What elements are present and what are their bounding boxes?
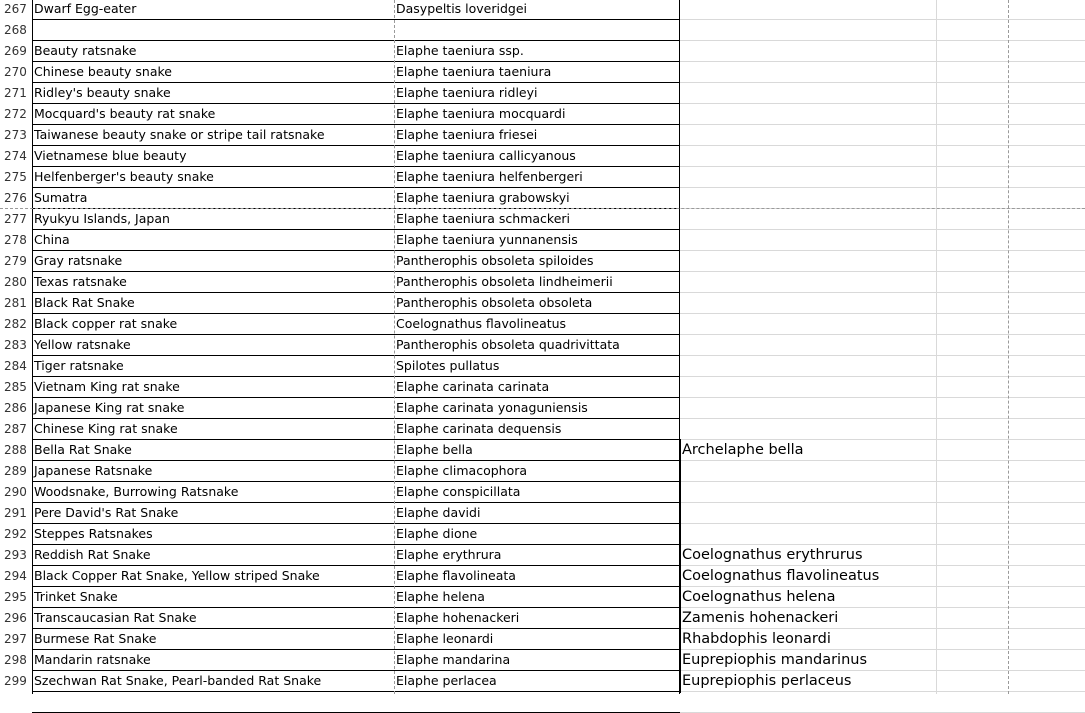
cell-common-name[interactable]: Vietnam King rat snake: [34, 379, 180, 394]
cell-current-name[interactable]: [680, 146, 936, 167]
cell-current-name[interactable]: [680, 482, 936, 503]
cell-common-name[interactable]: Sumatra: [34, 190, 88, 205]
cell-current-name[interactable]: [680, 167, 936, 188]
gridline-horizontal: [680, 229, 1085, 230]
cell-border-vertical: [680, 439, 681, 693]
cell-scientific-name[interactable]: Elaphe taeniura ridleyi: [396, 85, 538, 100]
cell-common-name[interactable]: Helfenberger's beauty snake: [34, 169, 214, 184]
table-row[interactable]: [0, 524, 1085, 545]
row-number[interactable]: 272: [0, 104, 32, 125]
table-row[interactable]: [0, 209, 1085, 230]
cell-scientific-name[interactable]: Elaphe carinata carinata: [396, 379, 550, 394]
cell-current-name[interactable]: Archelaphe bella: [682, 442, 804, 458]
gridline-horizontal: [680, 607, 1085, 608]
row-number[interactable]: 290: [0, 482, 32, 503]
gridline-horizontal: [680, 292, 1085, 293]
cell-border-horizontal: [32, 418, 680, 419]
cell-border-horizontal: [32, 607, 680, 608]
cell-scientific-name[interactable]: Elaphe perlacea: [396, 673, 497, 688]
gridline-horizontal: [680, 376, 1085, 377]
cell-current-name[interactable]: [680, 251, 936, 272]
cell-border-horizontal: [32, 481, 680, 482]
cell-scientific-name[interactable]: Elaphe taeniura mocquardi: [396, 106, 566, 121]
page-break-vertical: [1008, 0, 1009, 694]
row-number[interactable]: 282: [0, 314, 32, 335]
cell-current-name[interactable]: Coelognathus helena: [682, 589, 836, 605]
cell-current-name[interactable]: Coelognathus erythrurus: [682, 547, 863, 563]
row-number[interactable]: 276: [0, 188, 32, 209]
row-number[interactable]: 295: [0, 587, 32, 608]
cell-current-name[interactable]: Euprepiophis mandarinus: [682, 652, 868, 668]
cell-scientific-name[interactable]: Elaphe taeniura helfenbergeri: [396, 169, 583, 184]
gridline-horizontal: [680, 565, 1085, 566]
gridline-horizontal: [680, 313, 1085, 314]
cell-border-horizontal: [32, 439, 680, 440]
table-row[interactable]: [0, 104, 1085, 125]
table-row[interactable]: [0, 608, 1085, 629]
row-number[interactable]: 277: [0, 209, 32, 230]
cell-border-horizontal: [32, 145, 680, 146]
row-number[interactable]: 296: [0, 608, 32, 629]
cell-current-name[interactable]: Zamenis hohenackeri: [682, 610, 839, 626]
row-number[interactable]: 278: [0, 230, 32, 251]
cell-border-horizontal: [32, 502, 680, 503]
cell-scientific-name[interactable]: Elaphe flavolineata: [396, 568, 516, 583]
row-number[interactable]: 297: [0, 629, 32, 650]
row-number[interactable]: 267: [0, 0, 32, 20]
row-number[interactable]: 289: [0, 461, 32, 482]
table-row[interactable]: [0, 566, 1085, 587]
row-number[interactable]: 287: [0, 419, 32, 440]
gridline-vertical: [936, 0, 937, 694]
cell-common-name[interactable]: Burmese Rat Snake: [34, 631, 157, 646]
cell-border-horizontal: [32, 250, 680, 251]
cell-common-name[interactable]: Black Rat Snake: [34, 295, 135, 310]
gridline-horizontal: [680, 691, 1085, 692]
row-number[interactable]: 270: [0, 62, 32, 83]
cell-common-name[interactable]: Steppes Ratsnakes: [34, 526, 153, 541]
cell-scientific-name[interactable]: Elaphe conspicillata: [396, 484, 521, 499]
cell-common-name[interactable]: Mandarin ratsnake: [34, 652, 151, 667]
table-row[interactable]: [0, 20, 1085, 41]
cell-current-name[interactable]: [680, 209, 936, 230]
row-number[interactable]: 279: [0, 251, 32, 272]
cell-common-name[interactable]: Szechwan Rat Snake, Pearl-banded Rat Snake: [34, 673, 322, 688]
cell-scientific-name[interactable]: Pantherophis obsoleta spiloides: [396, 253, 594, 268]
gridline-horizontal: [680, 145, 1085, 146]
table-row[interactable]: [0, 62, 1085, 83]
cell-scientific-name[interactable]: Pantherophis obsoleta obsoleta: [396, 295, 593, 310]
gridline-horizontal: [680, 166, 1085, 167]
row-number[interactable]: 285: [0, 377, 32, 398]
table-row[interactable]: [0, 398, 1085, 419]
cell-scientific-name[interactable]: Elaphe taeniura friesei: [396, 127, 538, 142]
cell-current-name[interactable]: [680, 62, 936, 83]
column-separator-dashed: [394, 0, 395, 694]
cell-scientific-name[interactable]: Elaphe erythrura: [396, 547, 502, 562]
cell-scientific-name[interactable]: Elaphe davidi: [396, 505, 481, 520]
cell-common-name[interactable]: Reddish Rat Snake: [34, 547, 151, 562]
cell-common-name[interactable]: Ryukyu Islands, Japan: [34, 211, 170, 226]
gridline-horizontal: [680, 418, 1085, 419]
cell-border-horizontal: [32, 292, 680, 293]
cell-current-name[interactable]: Coelognathus flavolineatus: [682, 568, 880, 584]
table-row[interactable]: [0, 356, 1085, 377]
cell-scientific-name[interactable]: Elaphe taeniura ssp.: [396, 43, 524, 58]
gridline-horizontal: [680, 670, 1085, 671]
table-row[interactable]: [0, 293, 1085, 314]
table-row[interactable]: [0, 587, 1085, 608]
cell-border-horizontal: [32, 61, 680, 62]
cell-current-name[interactable]: [680, 356, 936, 377]
gridline-horizontal: [680, 586, 1085, 587]
table-row[interactable]: [0, 125, 1085, 146]
cell-current-name[interactable]: [680, 41, 936, 62]
row-number[interactable]: 271: [0, 83, 32, 104]
table-row[interactable]: [0, 188, 1085, 209]
cell-border-horizontal: [32, 40, 680, 41]
gridline-horizontal: [680, 40, 1085, 41]
gridline-horizontal: [680, 544, 1085, 545]
cell-scientific-name[interactable]: Elaphe taeniura yunnanensis: [396, 232, 578, 247]
gridline-horizontal: [680, 397, 1085, 398]
cell-scientific-name[interactable]: Elaphe mandarina: [396, 652, 511, 667]
table-row[interactable]: [0, 440, 1085, 461]
cell-border-horizontal: [32, 103, 680, 104]
cell-border-horizontal: [32, 670, 680, 671]
cell-border-horizontal: [32, 376, 680, 377]
cell-current-name[interactable]: Euprepiophis perlaceus: [682, 673, 852, 689]
cell-scientific-name[interactable]: Elaphe carinata yonaguniensis: [396, 400, 588, 415]
table-row[interactable]: [0, 230, 1085, 251]
cell-common-name[interactable]: Taiwanese beauty snake or stripe tail ratsnake: [34, 127, 325, 142]
table-row[interactable]: [0, 41, 1085, 62]
cell-common-name[interactable]: [32, 20, 394, 41]
cell-border-horizontal: [32, 166, 680, 167]
cell-border-horizontal: [32, 187, 680, 188]
table-row[interactable]: [0, 503, 1085, 524]
cell-border-horizontal: [32, 460, 680, 461]
cell-border-horizontal: [32, 523, 680, 524]
cell-border-horizontal: [32, 628, 680, 629]
cell-common-name[interactable]: Transcaucasian Rat Snake: [34, 610, 197, 625]
gridline-horizontal: [680, 334, 1085, 335]
gridline-horizontal: [680, 502, 1085, 503]
row-number[interactable]: 298: [0, 650, 32, 671]
gridline-horizontal: [680, 649, 1085, 650]
table-row[interactable]: [0, 671, 1085, 692]
cell-current-name[interactable]: [680, 188, 936, 209]
cell-current-name[interactable]: [680, 104, 936, 125]
cell-current-name[interactable]: [680, 314, 936, 335]
table-row[interactable]: [0, 335, 1085, 356]
row-number[interactable]: 291: [0, 503, 32, 524]
table-row[interactable]: [0, 83, 1085, 104]
cell-scientific-name[interactable]: Elaphe helena: [396, 589, 485, 604]
cell-common-name[interactable]: Mocquard's beauty rat snake: [34, 106, 216, 121]
cell-scientific-name[interactable]: Coelognathus flavolineatus: [396, 316, 567, 331]
cell-current-name[interactable]: [680, 419, 936, 440]
gridline-horizontal: [680, 187, 1085, 188]
cell-border-horizontal: [32, 544, 680, 545]
table-row[interactable]: [0, 272, 1085, 293]
cell-current-name[interactable]: Rhabdophis leonardi: [682, 631, 831, 647]
cell-current-name[interactable]: [680, 272, 936, 293]
gridline-horizontal: [680, 82, 1085, 83]
cell-common-name[interactable]: Japanese King rat snake: [34, 400, 185, 415]
cell-common-name[interactable]: Bella Rat Snake: [34, 442, 132, 457]
table-row[interactable]: [0, 419, 1085, 440]
cell-common-name[interactable]: Dwarf Egg-eater: [34, 1, 137, 16]
cell-current-name[interactable]: [680, 335, 936, 356]
cell-scientific-name[interactable]: Elaphe taeniura taeniura: [396, 64, 552, 79]
row-number[interactable]: 292: [0, 524, 32, 545]
cell-common-name[interactable]: Beauty ratsnake: [34, 43, 137, 58]
cell-current-name[interactable]: [680, 83, 936, 104]
cell-border-horizontal: [32, 82, 680, 83]
row-number[interactable]: 286: [0, 398, 32, 419]
cell-current-name[interactable]: [680, 125, 936, 146]
row-number[interactable]: 281: [0, 293, 32, 314]
gridline-horizontal: [680, 460, 1085, 461]
cell-common-name[interactable]: China: [34, 232, 70, 247]
cell-border-horizontal: [32, 19, 680, 20]
gridline-horizontal: [680, 124, 1085, 125]
cell-current-name[interactable]: [680, 293, 936, 314]
cell-common-name[interactable]: Tiger ratsnake: [34, 358, 124, 373]
cell-common-name[interactable]: Yellow ratsnake: [34, 337, 131, 352]
row-number[interactable]: 269: [0, 41, 32, 62]
cell-common-name[interactable]: Trinket Snake: [34, 589, 118, 604]
gridline-horizontal: [680, 19, 1085, 20]
table-row[interactable]: [0, 629, 1085, 650]
cell-border-horizontal: [32, 334, 680, 335]
row-number[interactable]: 293: [0, 545, 32, 566]
table-row[interactable]: [0, 650, 1085, 671]
cell-common-name[interactable]: Chinese King rat snake: [34, 421, 178, 436]
row-number[interactable]: 288: [0, 440, 32, 461]
cell-scientific-name[interactable]: Elaphe climacophora: [396, 463, 528, 478]
page-break-horizontal: [0, 208, 1085, 209]
cell-scientific-name[interactable]: Pantherophis obsoleta quadrivittata: [396, 337, 620, 352]
row-number[interactable]: 274: [0, 146, 32, 167]
cell-border-horizontal: [32, 565, 680, 566]
cell-common-name[interactable]: Pere David's Rat Snake: [34, 505, 179, 520]
gridline-horizontal: [680, 355, 1085, 356]
cell-border-horizontal: [32, 124, 680, 125]
cell-scientific-name[interactable]: Elaphe hohenackeri: [396, 610, 520, 625]
table-row[interactable]: [0, 461, 1085, 482]
cell-border-vertical: [32, 0, 33, 694]
cell-scientific-name[interactable]: [394, 20, 680, 41]
table-row[interactable]: [0, 314, 1085, 335]
cell-border-horizontal: [32, 649, 680, 650]
cell-border-horizontal: [32, 586, 680, 587]
row-number[interactable]: 280: [0, 272, 32, 293]
cell-common-name[interactable]: Black copper rat snake: [34, 316, 178, 331]
row-number[interactable]: 283: [0, 335, 32, 356]
cell-current-name[interactable]: [680, 398, 936, 419]
cell-scientific-name[interactable]: Elaphe dione: [396, 526, 478, 541]
gridline-horizontal: [680, 250, 1085, 251]
gridline-horizontal: [680, 481, 1085, 482]
table-row[interactable]: [0, 0, 1085, 20]
cell-common-name[interactable]: Texas ratsnake: [34, 274, 127, 289]
table-row[interactable]: [0, 482, 1085, 503]
cell-scientific-name[interactable]: Elaphe bella: [396, 442, 473, 457]
table-row[interactable]: [0, 545, 1085, 566]
cell-scientific-name[interactable]: Dasypeltis loveridgei: [396, 1, 528, 16]
row-number[interactable]: 268: [0, 20, 32, 41]
cell-common-name[interactable]: Woodsnake, Burrowing Ratsnake: [34, 484, 239, 499]
cell-common-name[interactable]: Chinese beauty snake: [34, 64, 172, 79]
cell-current-name[interactable]: [680, 461, 936, 482]
gridline-horizontal: [680, 271, 1085, 272]
gridline-horizontal: [680, 439, 1085, 440]
row-number[interactable]: 273: [0, 125, 32, 146]
cell-border-horizontal: [32, 691, 680, 692]
cell-scientific-name[interactable]: Elaphe leonardi: [396, 631, 494, 646]
cell-common-name[interactable]: Vietnamese blue beauty: [34, 148, 187, 163]
cell-border-horizontal: [32, 313, 680, 314]
cell-common-name[interactable]: Black Copper Rat Snake, Yellow striped Snake: [34, 568, 320, 583]
cell-scientific-name[interactable]: Pantherophis obsoleta lindheimerii: [396, 274, 613, 289]
cell-scientific-name[interactable]: Elaphe taeniura grabowskyi: [396, 190, 570, 205]
cell-scientific-name[interactable]: Elaphe carinata dequensis: [396, 421, 562, 436]
gridline-horizontal: [680, 61, 1085, 62]
cell-current-name[interactable]: [680, 524, 936, 545]
table-row[interactable]: [0, 251, 1085, 272]
cell-common-name[interactable]: Japanese Ratsnake: [34, 463, 153, 478]
gridline-horizontal: [680, 628, 1085, 629]
cell-border-horizontal: [32, 397, 680, 398]
cell-current-name[interactable]: [680, 230, 936, 251]
gridline-horizontal: [680, 103, 1085, 104]
cell-common-name[interactable]: Gray ratsnake: [34, 253, 123, 268]
cell-common-name[interactable]: Ridley's beauty snake: [34, 85, 171, 100]
cell-border-horizontal: [32, 355, 680, 356]
cell-current-name[interactable]: [680, 503, 936, 524]
table-row[interactable]: [0, 377, 1085, 398]
row-number[interactable]: 275: [0, 167, 32, 188]
gridline-horizontal: [680, 523, 1085, 524]
row-number[interactable]: 299: [0, 671, 32, 692]
table-row[interactable]: [0, 146, 1085, 167]
row-number[interactable]: 294: [0, 566, 32, 587]
cell-scientific-name[interactable]: Elaphe taeniura schmackeri: [396, 211, 571, 226]
row-number[interactable]: 284: [0, 356, 32, 377]
cell-border-horizontal: [32, 229, 680, 230]
cell-current-name[interactable]: [680, 20, 936, 41]
cell-scientific-name[interactable]: Spilotes pullatus: [396, 358, 500, 373]
cell-current-name[interactable]: [680, 377, 936, 398]
table-row[interactable]: [0, 167, 1085, 188]
cell-current-name[interactable]: [680, 0, 936, 20]
cell-border-horizontal: [32, 271, 680, 272]
cell-scientific-name[interactable]: Elaphe taeniura callicyanous: [396, 148, 576, 163]
